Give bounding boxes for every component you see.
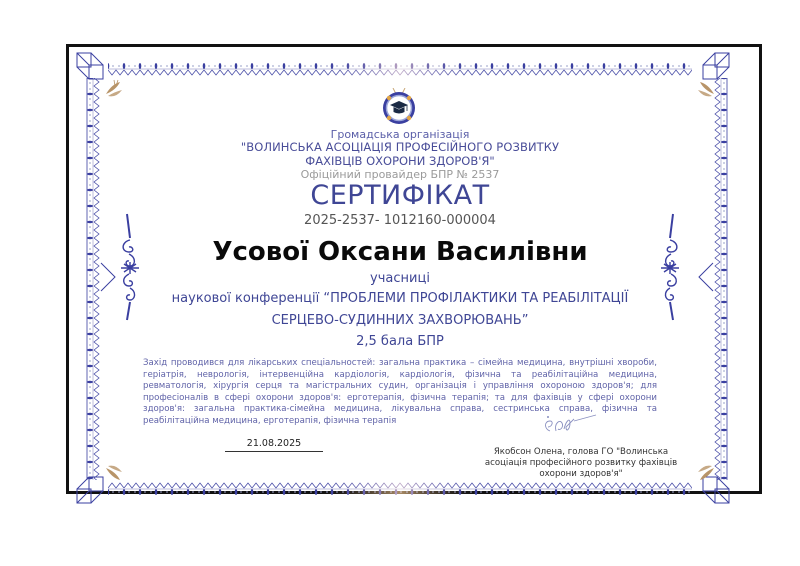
corner-ornament-top-right (702, 52, 730, 80)
leaf-ornament-top-right (694, 78, 716, 100)
cpd-points: 2,5 бала БПР (356, 334, 444, 349)
recipient-name: Усової Оксани Василівни (212, 237, 588, 267)
leaf-ornament-bottom-right (694, 462, 716, 484)
org-name-line-2: ФАХІВЦІВ ОХОРОНИ ЗДОРОВ'Я" (305, 154, 495, 168)
leaf-ornament-top-left (104, 78, 126, 100)
signer-line-2: асоціація професійного розвитку фахівців (484, 458, 678, 468)
graduation-cap-logo-icon (380, 88, 418, 126)
bottom-ornamental-border (108, 482, 692, 496)
top-ornamental-border (108, 62, 692, 76)
left-ornamental-border (86, 78, 100, 480)
certificate-number: 2025-2537- 1012160-000004 (304, 213, 496, 228)
leaf-ornament-bottom-left (104, 462, 126, 484)
certificate-title: СЕРТИФІКАТ (310, 180, 490, 211)
right-diamond-accent (698, 262, 714, 292)
signer-block (478, 447, 684, 480)
event-title-line-1: наукової конференції “ПРОБЛЕМИ ПРОФІЛАКТИКИ ТА РЕАБІЛІТАЦІЇ (171, 291, 629, 306)
org-name-line-1: "ВОЛИНСЬКА АСОЦІАЦІЯ ПРОФЕСІЙНОГО РОЗВИТКУ (240, 140, 560, 154)
event-description: Захід проводився для лікарських спеціальностей: загальна практика – сімейна медицина, внутрішні хвороби, геріатрія, неврологія, інтервенційна кардіологія, кардіологія, фізична та реабілітаційна медицина, ревматологія, хірургія серця та магістральних судин, організація і управління охороною здоров'я; для професіоналів в сфері охорони здоров'я: ерготерапія, фізична терапія; та для фахівців у сфері охорони здоров'я: загальна практика-сімейна медицина, лікувальна справа, сестринська справа, фізична та реабілітаційна медицина, ерготерапія, фізична терапія (143, 358, 657, 426)
corner-ornament-bottom-left (76, 476, 104, 504)
right-ornamental-border (714, 78, 728, 480)
org-caption: Громадська організація (330, 128, 470, 141)
signer-line-3: охорони здоров'я" (539, 469, 623, 479)
corner-ornament-top-left (76, 52, 104, 80)
signer-line-1: Якобсон Олена, голова ГО "Волинська (493, 447, 669, 457)
left-diamond-accent (100, 262, 116, 292)
signature-icon (540, 413, 600, 439)
issue-date: 21.08.2025 (225, 437, 323, 452)
participant-role: учасниці (370, 271, 430, 286)
provider-number: Офіційний провайдер БПР № 2537 (300, 168, 500, 181)
event-title-line-2: СЕРЦЕВО-СУДИННИХ ЗАХВОРЮВАНЬ” (271, 313, 529, 328)
